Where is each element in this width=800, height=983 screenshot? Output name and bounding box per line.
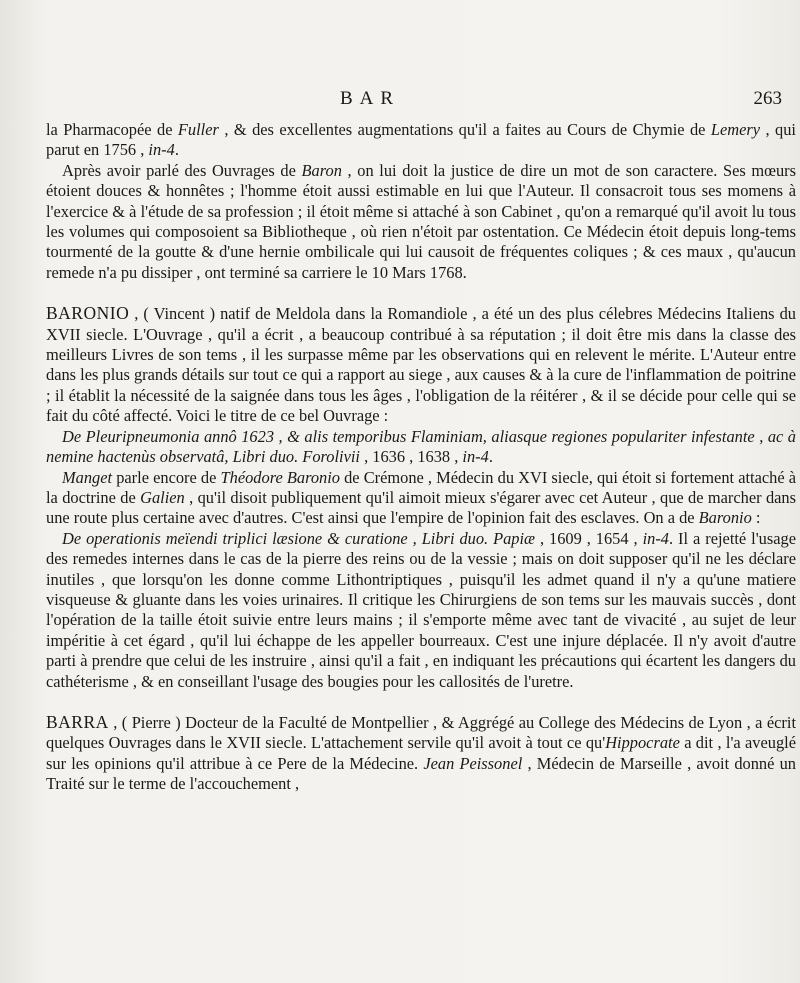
text-segment: , qu'il disoit publiquement qu'il aimoit mieux s'égarer avec cet Auteur , que de marcher dans une route plus certaine avec d'autres. C'est ainsi que l'empire de l'opinion fait des esclaves. On a de: [46, 487, 796, 528]
dictionary-entry: [46, 712, 796, 795]
text-segment: , & des excellentes augmentations qu'il a faites au Cours de Chymie de: [218, 120, 711, 139]
italic-text: Fuller: [177, 120, 219, 139]
dictionary-entry: [46, 303, 796, 426]
paragraph: [46, 529, 796, 692]
italic-text: De operationis meïendi triplici læsione & curatione , Libri duo. Papiæ: [62, 528, 535, 548]
text-segment: Après avoir parlé des Ouvrages de: [62, 160, 302, 180]
text-segment: , ( Vincent ) natif de Meldola dans la Romandiole , a été un des plus célebres Médecins Italiens du XVII siecle. L'Ouvrage , qu'il a écrit , a beaucoup contribué à sa réputation ; il doit être mis dans la classe des meilleurs Livres de son tems , il les surpasse même par les observations qui en relevent le mérite. L'Auteur entre dans les plus grands détails sur tout ce qui a rapport au siege , aux causes & à la cure de l'inflammation de poitrine ; il établit la nécessité de la saignée dans tous les âges , l'obligation de la réitérer , & il se décide pour celle qui se fait du côté affecté. Voici le titre de ce bel Ouvrage :: [46, 304, 796, 426]
text-segment: parle encore de: [112, 467, 221, 487]
italic-text: Jean Peissonel: [423, 753, 523, 773]
text-segment: de Crémone , Médecin du XVI siecle, qui étoit si fortement attaché à la doctrine de: [46, 467, 797, 507]
italic-text: Lemery: [710, 120, 761, 139]
text-segment: , qui parut en 1756 ,: [46, 120, 796, 160]
text-segment: .: [488, 447, 493, 467]
entry-headword: BARONIO: [46, 303, 130, 324]
paragraph: [46, 468, 796, 529]
italic-text: Galien: [140, 487, 185, 507]
italic-text: Baron: [301, 160, 342, 180]
text-segment: la Pharmacopée de: [46, 120, 178, 139]
text-segment: . Il a rejetté l'usage des remedes internes dans le cas de la pierre des reins ou de la vessie ; mais on doit supposer qu'il ne les déclare inutiles , que lorsqu'on les donne comme Lithontriptiques , puisqu'il les admet quand il n'y a qu'une matiere visqueuse & gluante dans les voies urinaires. Il critique les Chirurgiens de son tems sur les mauvais succès , dont l'opération de la taille étoit suivie entre leurs mains ; il s'emporte même avec tant de vivacité , au sujet de leur impéritie à cet égard , qu'il lui échappe de les appeller bourreaux. C'est une injure déplacée. Il n'y avoit d'autre parti à prendre que celui de les instruire , ainsi qu'il a fait , en indiquant les précautions qui écartent les dangers du cathéterisme , & en conseillant l'usage des bougies pour les callosités de l'uretre.: [46, 528, 796, 691]
page-number: 263: [753, 88, 782, 109]
text-segment: , on lui doit la justice de dire un mot de son caractere. Ses mœurs étoient douces & honnêtes ; l'homme étoit aussi estimable en lui que l'Auteur. Il consacroit tous ses momens à l'exercice & à l'étude de sa profession ; il étoit même si attaché à son Cabinet , qu'on a remarqué qu'il avoit lu tous les volumes qui composoient sa Bibliotheque , où rien n'étoit par ostentation. Ce Médecin étoit depuis long-tems tourmenté de la goutte & d'une hernie ombilicale qui lui causoit de fréquentes coliques ; & ces maux , qu'aucun remede n'a pu dissiper , ont terminé sa carriere le 10 Mars 1768.: [46, 160, 796, 282]
paragraph: [46, 427, 796, 468]
italic-text: Manget: [62, 467, 113, 487]
text-segment: , 1609 , 1654 ,: [534, 528, 643, 548]
italic-text: in-4: [148, 140, 175, 160]
body-text: [46, 120, 796, 795]
text-segment: , 1636 , 1638 ,: [359, 447, 463, 467]
text-segment: a dit , l'a aveuglé sur les opinions qu'il attribue à ce Pere de la Médecine.: [46, 733, 796, 773]
text-segment: :: [751, 508, 761, 528]
text-segment: .: [174, 140, 179, 160]
italic-text: Baronio: [698, 508, 752, 528]
paragraph: [46, 120, 796, 161]
paragraph: [46, 161, 796, 283]
text-segment: , Médecin de Marseille , avoit donné un Traité sur le terme de l'accouchement ,: [46, 753, 796, 794]
italic-text: De Pleuripneumonia annô 1623 , & alis temporibus Flaminiam, aliasque regiones populariter infestante , ac à nemine hactenùs observatâ, Libri duo. Forolivii: [46, 426, 796, 467]
entry-headword: BARRA: [46, 711, 109, 732]
page-header: [0, 88, 800, 114]
italic-text: Théodore Baronio: [220, 467, 340, 487]
italic-text: Hippocrate: [605, 733, 680, 753]
italic-text: in-4: [462, 447, 489, 467]
running-head: BAR: [340, 88, 401, 109]
italic-text: in-4: [642, 528, 669, 548]
text-segment: , ( Pierre ) Docteur de la Faculté de Montpellier , & Aggrégé au College des Médecins de Lyon , a écrit quelques Ouvrages dans le XVII siecle. L'attachement servile qu'il avoit à tout ce qu': [46, 712, 796, 753]
